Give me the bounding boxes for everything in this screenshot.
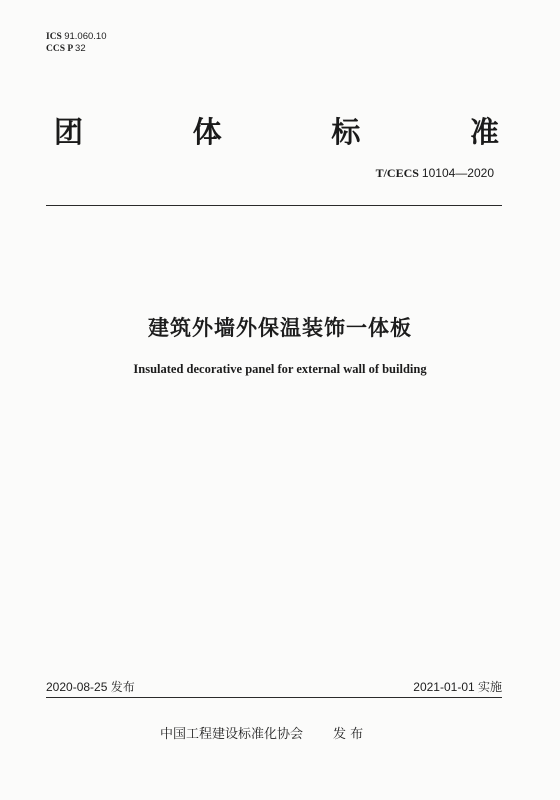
document-title-chinese: 建筑外墙外保温装饰一体板 [148, 316, 412, 340]
bottom-divider [46, 697, 502, 698]
publisher-name: 中国工程建设标准化协会 [160, 727, 304, 742]
standard-type-char: 标 [331, 114, 361, 149]
ics-label: ICS [46, 32, 62, 42]
top-divider [46, 205, 502, 206]
ics-code [46, 31, 106, 43]
standard-code-prefix: T/CECS [375, 166, 419, 180]
publisher-line [160, 723, 363, 742]
document-title-english: Insulated decorative panel for external wall of building [133, 362, 427, 376]
ccs-label: CCS P [46, 44, 73, 54]
standard-type-char: 准 [469, 114, 499, 149]
publish-date: 2020-08-25 发布 [46, 680, 135, 694]
ccs-code [46, 43, 106, 55]
implement-date: 2021-01-01 实施 [413, 680, 502, 694]
standard-type-heading [54, 110, 499, 150]
standard-type-char: 团 [54, 114, 84, 149]
ccs-number: 32 [75, 43, 86, 54]
publisher-action: 发 布 [333, 727, 364, 742]
standard-code-number: 10104—2020 [421, 166, 494, 180]
standard-type-char: 体 [192, 114, 222, 149]
ics-number: 91.060.10 [64, 31, 107, 42]
classification-codes [46, 31, 106, 55]
standard-code [376, 166, 494, 181]
